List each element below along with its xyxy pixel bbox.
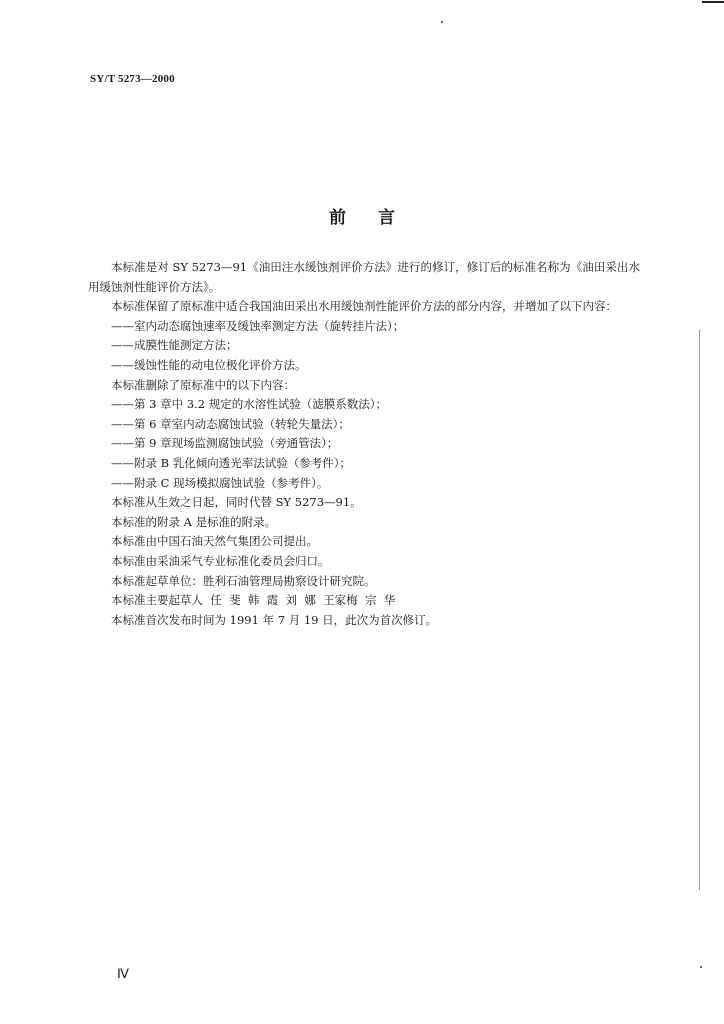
added-item: ——缓蚀性能的动电位极化评价方法。 [111, 357, 307, 372]
scan-artifact-line [699, 330, 700, 890]
deleted-item: ——第 9 章现场监测腐蚀试验（旁通管法）； [111, 436, 339, 451]
closing-line: 本标准从生效之日起，同时代替 SY 5273—91。 [111, 495, 362, 510]
page-title: 前言 [329, 208, 427, 228]
closing-line: 本标准起草单位：胜利石油管理局勘察设计研究院。 [111, 573, 376, 588]
closing-line: 本标准首次发布时间为 1991 年 7 月 19 日，此次为首次修订。 [111, 612, 438, 627]
standard-code: SY/T 5273—2000 [90, 73, 175, 85]
deleted-item: ——第 3 章中 3.2 规定的水溶性试验（滤膜系数法）； [111, 397, 387, 412]
paragraph: 本标准是对 SY 5273—91《油田注水缓蚀剂评价方法》进行的修订，修订后的标准名称为《油田采出水用缓蚀剂性能评价方法》。 [88, 260, 640, 294]
deleted-intro: 本标准删除了原标准中的以下内容： [111, 377, 295, 392]
closing-line: 本标准由采油采气专业标准化委员会归口。 [111, 553, 330, 568]
page-number: Ⅳ [117, 966, 129, 981]
paragraph: 本标准保留了原标准中适合我国油田采出水用缓蚀剂性能评价方法的部分内容，并增加了以下内容： [111, 299, 617, 314]
foreword-body [88, 258, 640, 630]
scan-speck [700, 966, 702, 968]
drafters-line: 本标准主要起草人 任 斐 韩 霞 刘 娜 王家梅 宗 华 [111, 593, 396, 608]
deleted-item: ——附录 C 现场模拟腐蚀试验（参考件）。 [111, 475, 329, 490]
closing-line: 本标准的附录 A 是标准的附录。 [111, 514, 277, 529]
deleted-item: ——第 6 章室内动态腐蚀试验（转轮失量法）； [111, 416, 350, 431]
closing-line: 本标准由中国石油天然气集团公司提出。 [111, 534, 318, 549]
added-item: ——成膜性能测定方法； [111, 338, 238, 353]
added-item: ——室内动态腐蚀速率及缓蚀率测定方法（旋转挂片法）； [111, 318, 405, 333]
scan-edge-mark [702, 1, 724, 3]
deleted-item: ——附录 B 乳化倾向透光率法试验（参考件）； [111, 455, 352, 470]
scan-speck [441, 21, 443, 23]
